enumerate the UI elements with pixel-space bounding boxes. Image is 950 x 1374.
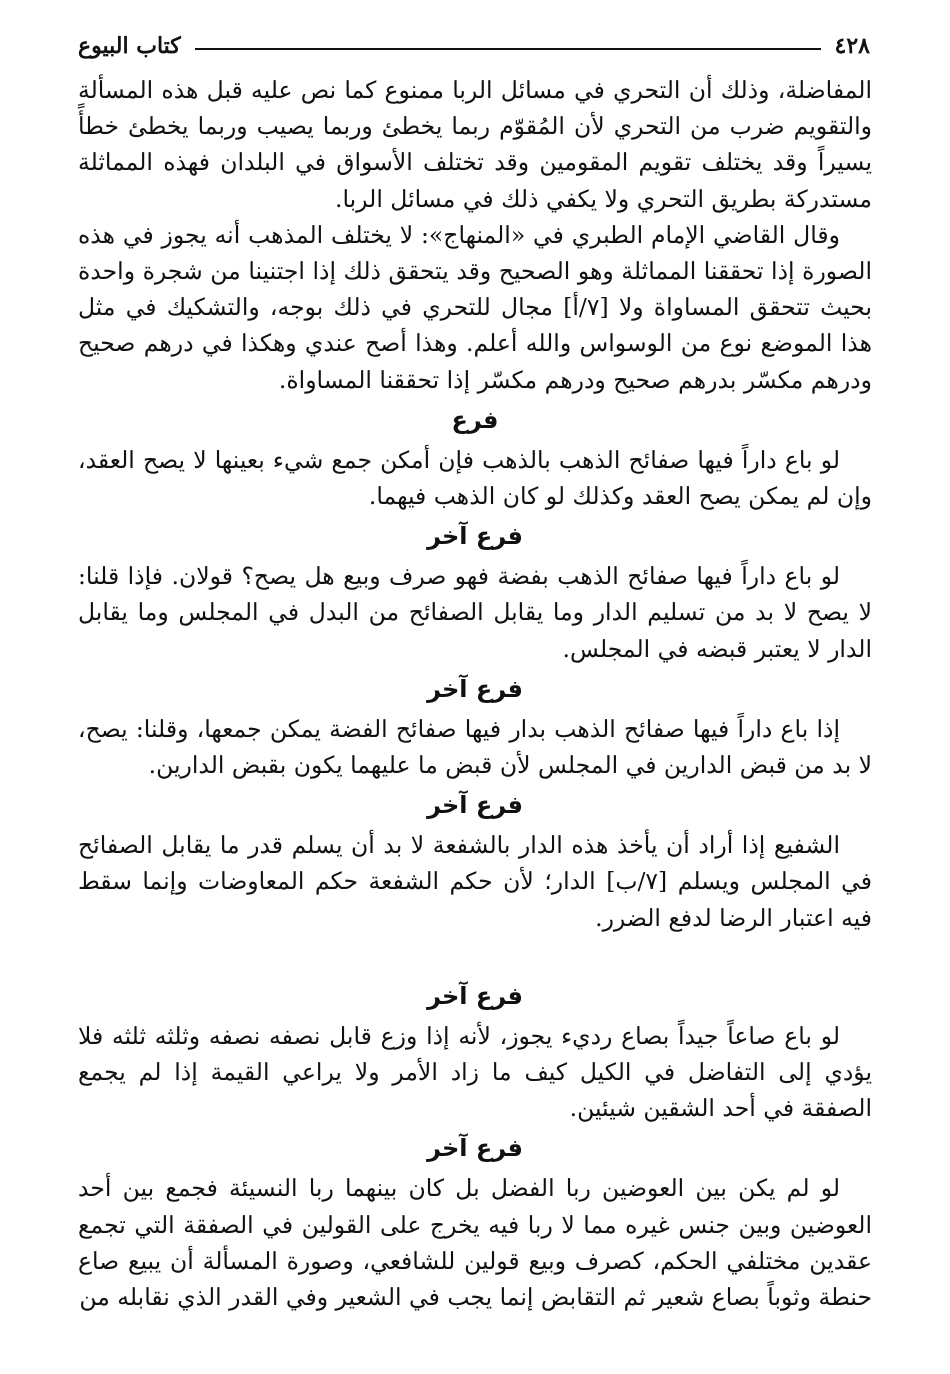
section-heading-3: فرع آخر — [427, 674, 523, 703]
section-heading-4: فرع آخر — [427, 791, 523, 820]
running-title: كتاب البيوع — [78, 33, 181, 59]
page-number: ٤٢٨ — [834, 33, 870, 59]
paragraph-2: وقال القاضي الإمام الطبري في «المنهاج»: لا يختلف المذهب أنه يجوز في هذه الصورة إذا تحققنا المماثلة وهو الصحيح وقد يتحقق ذلك إذا اجتنينا من شجرة واحدة بحيث تتحقق المساواة ولا [٧/أ] مجال للتحري في ذلك بوجه، والتشكيك في مثل هذا الموضع نوع من الوسواس والله أعلم. وهذا أصح عندي وهكذا في درهم صحيح ودرهم مكسّر بدرهم صحيح ودرهم مكسّر إذا تحققنا المساواة. — [78, 220, 872, 394]
section-heading-1: فرع — [451, 405, 499, 434]
section-heading-5: فرع آخر — [427, 981, 523, 1010]
section-heading-2: فرع آخر — [427, 522, 523, 551]
header-rule — [195, 48, 821, 50]
page-header — [78, 28, 870, 64]
section-heading-6: فرع آخر — [427, 1134, 523, 1163]
page-body — [78, 72, 872, 1315]
paragraph-8: لو لم يكن بين العوضين ربا الفضل بل كان بينهما ربا النسيئة فجمع بين أحد العوضين وبين جنس غيره مما لا ربا فيه يخرج على القولين في الصفقة التي تجمع عقدين مختلفي الحكم، كصرف وبيع قولين للشافعي، وصورة المسألة أن يبيع صاع حنطة وثوباً بصاع شعير ثم التقابض إنما يجب في الشعير وفي القدر الذي نقابله من — [78, 1174, 872, 1312]
paragraph-5: إذا باع داراً فيها صفائح الذهب بدار فيها صفائح الفضة يمكن جمعها، وقلنا: يصح، لا بد من قبض الدارين في المجلس لأن قبض ما عليهما يكون بقبض الدارين. — [78, 714, 872, 780]
paragraph-7: لو باع صاعاً جيداً بصاع رديء يجوز، لأنه إذا وزع قابل نصفه نصفه وثلثه ثلثه فلا يؤدي إلى التفاضل في الكيل كيف ما زاد الأمر ولا يراعي القيمة إذا لم يجمع الصفقة في أحد الشقين شيئين. — [78, 1021, 872, 1123]
paragraph-1: المفاضلة، وذلك أن التحري في مسائل الربا ممنوع كما نص عليه قبل هذه المسألة والتقويم ضرب من التحري لأن المُقوّم ربما يخطئ وربما يصيب وربما يخطئ خطأً يسيراً وقد يختلف تقويم المقومين وقد تختلف الأسواق في البلدان فهذه المماثلة مستدركة بطريق التحري ولا يكفي ذلك في مسائل الربا. — [78, 76, 872, 213]
paragraph-4: لو باع داراً فيها صفائح الذهب بفضة فهو صرف وبيع هل يصح؟ قولان. فإذا قلنا: لا يصح لا بد من تسليم الدار وما يقابل الصفائح من البدل في المجلس وما يقابل الدار لا يعتبر قبضه في المجلس. — [78, 562, 872, 663]
paragraph-6: الشفيع إذا أراد أن يأخذ هذه الدار بالشفعة لا بد أن يسلم قدر ما يقابل الصفائح في المجلس ويسلم [٧/ب] الدار؛ لأن حكم الشفعة حكم المعاوضات وإنما سقط فيه اعتبار الرضا لدفع الضرر. — [78, 831, 872, 932]
paragraph-3: لو باع داراً فيها صفائح الذهب بالذهب فإن أمكن جمع شيء بعينها لا يصح العقد، وإن لم يمكن يصح العقد وكذلك لو كان الذهب فيهما. — [78, 445, 872, 511]
